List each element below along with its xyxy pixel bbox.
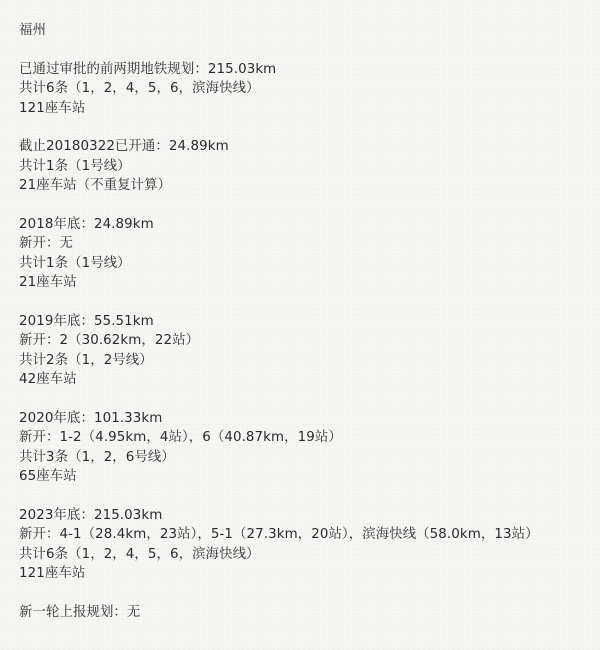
y2018-new: 新开：无 xyxy=(19,236,73,252)
y2019-stations: 42座车站 xyxy=(19,372,77,388)
y2019-new: 新开：2（30.62km，22站） xyxy=(19,333,200,349)
spacer xyxy=(19,40,600,59)
opened-lines: 共计1条（1号线） xyxy=(19,158,131,174)
y2023-lines: 共计6条（1，2，4，5，6，滨海快线） xyxy=(19,546,260,562)
future-plan: 新一轮上报规划：无 xyxy=(19,604,141,620)
spacer xyxy=(19,196,600,215)
section-2019 xyxy=(19,312,600,390)
spacer xyxy=(19,118,600,137)
section-2023 xyxy=(19,506,600,584)
y2020-heading: 2020年底：101.33km xyxy=(19,410,163,426)
y2020-lines: 共计3条（1，2，6号线） xyxy=(19,449,175,465)
spacer xyxy=(19,583,600,602)
section-approved-plan xyxy=(19,60,600,118)
y2018-heading: 2018年底：24.89km xyxy=(19,216,154,232)
y2019-lines: 共计2条（1，2号线） xyxy=(19,352,153,368)
y2020-new: 新开：1-2（4.95km，4站），6（40.87km，19站） xyxy=(19,430,342,446)
spacer xyxy=(19,486,600,505)
y2018-stations: 21座车站 xyxy=(19,275,77,291)
plan-stations: 121座车站 xyxy=(19,100,86,116)
note-title: 福州 xyxy=(19,23,46,38)
plan-heading: 已通过审批的前两期地铁规划：215.03km xyxy=(19,61,277,77)
y2019-heading: 2019年底：55.51km xyxy=(19,313,154,329)
y2023-heading: 2023年底：215.03km xyxy=(19,507,163,523)
plan-lines: 共计6条（1，2，4，5，6，滨海快线） xyxy=(19,81,260,97)
spacer xyxy=(19,389,600,408)
section-2020 xyxy=(19,409,600,487)
spacer xyxy=(19,292,600,311)
y2023-stations: 121座车站 xyxy=(19,565,86,581)
y2018-lines: 共计1条（1号线） xyxy=(19,255,131,271)
opened-stations: 21座车站（不重复计算） xyxy=(19,178,172,194)
section-opened xyxy=(19,137,600,195)
y2020-stations: 65座车站 xyxy=(19,468,77,484)
opened-heading: 截止20180322已开通：24.89km xyxy=(19,139,229,155)
section-2018 xyxy=(19,215,600,293)
y2023-new: 新开：4-1（28.4km，23站），5-1（27.3km，20站），滨海快线（58.0km，13站） xyxy=(19,527,539,543)
